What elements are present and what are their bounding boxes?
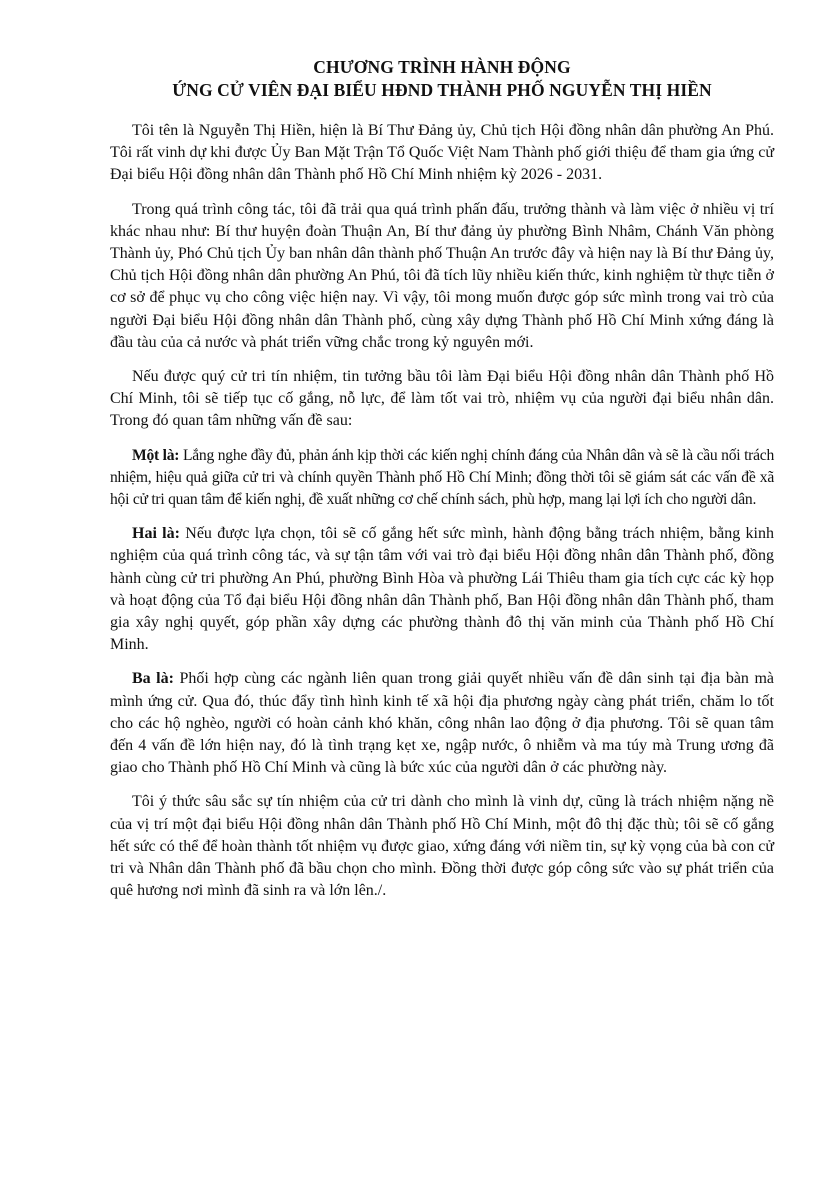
paragraph-career: Trong quá trình công tác, tôi đã trải qua quá trình phấn đấu, trưởng thành và làm việc ở nhiều vị trí khác nhau như: Bí thư huyện đoàn Thuận An, Bí thư đảng ủy phường Bình Nhâm, Chánh Văn phòng Thành ủy, Phó Chủ tịch Ủy ban nhân dân thành phố Thuận An trước đây và hiện nay là Bí thư Đảng ủy, Chủ tịch Hội đồng nhân dân phường An Phú, tôi đã tích lũy nhiều kiến thức, kinh nghiệm từ thực tiễn ở cơ sở để phục vụ cho công việc hiện nay. Vì vậy, tôi mong muốn được góp sức mình trong vai trò của người Đại biểu Hội đồng nhân dân Thành phố, cùng xây dựng Thành phố Hồ Chí Minh xứng đáng là đầu tàu của cả nước và phát triển vững chắc trong kỷ nguyên mới. — [110, 200, 774, 351]
third-point-text: Phối hợp cùng các ngành liên quan trong giải quyết nhiều vấn đề dân sinh tại địa bàn mà mình ứng cử. Qua đó, thúc đẩy tình hình kinh tế xã hội địa phương ngày càng phát triển, chăm lo tốt cho các hộ nghèo, người có hoàn cảnh khó khăn, công nhân lao động ở địa phương. Tôi sẽ quan tâm đến 4 vấn đề lớn hiện nay, đó là tình trạng kẹt xe, ngập nước, ô nhiễm và ma túy mà Trung ương đã giao cho Thành phố Hồ Chí Minh và cũng là bức xúc của người dân ở các phường này. — [110, 670, 774, 777]
title-line-1: CHƯƠNG TRÌNH HÀNH ĐỘNG — [313, 57, 571, 77]
paragraph-third-point — [110, 668, 774, 779]
first-point-lead: Một là: — [132, 446, 180, 464]
second-point-text: Nếu được lựa chọn, tôi sẽ cố gắng hết sức mình, hành động bằng trách nhiệm, bằng kinh nghiệm của quá trình công tác, và sự tận tâm với vai trò đại biểu Hội đồng nhân dân Thành phố, đồng hành cùng cử tri phường An Phú, phường Bình Hòa và phường Lái Thiêu tham gia tích cực các kỳ họp và hoạt động của Tổ đại biểu Hội đồng nhân dân Thành phố, Ban Hội đồng nhân dân Thành phố, tham gia xây nghị quyết, góp phần xây dựng các phường thành đô thị văn minh của Thành phố Hồ Chí Minh. — [110, 525, 774, 654]
second-point-lead: Hai là: — [132, 525, 180, 543]
title-line-2: ỨNG CỬ VIÊN ĐẠI BIỂU HĐND THÀNH PHỐ NGUYỄN THỊ HIỀN — [172, 80, 712, 100]
paragraph-first-point — [110, 445, 774, 512]
document-title — [110, 56, 774, 102]
paragraph-commitment: Nếu được quý cử tri tín nhiệm, tin tưởng bầu tôi làm Đại biểu Hội đồng nhân dân Thành phố Hồ Chí Minh, tôi sẽ tiếp tục cố gắng, nỗ lực, để làm tốt vai trò, nhiệm vụ của người đại biểu nhân dân. Trong đó quan tâm những vấn đề sau: — [110, 368, 774, 430]
first-point-text: Lắng nghe đầy đủ, phản ánh kịp thời các kiến nghị chính đáng của Nhân dân và sẽ là cầu nối trách nhiệm, hiệu quả giữa cử tri và chính quyền Thành phố Hồ Chí Minh; đồng thời tôi sẽ giám sát các vấn đề xã hội cử tri quan tâm để kiến nghị, đề xuất những cơ chế chính sách, phù hợp, mang lại lợi ích cho người dân. — [110, 446, 774, 509]
third-point-lead: Ba là: — [132, 670, 174, 688]
paragraph-closing: Tôi ý thức sâu sắc sự tín nhiệm của cử tri dành cho mình là vinh dự, cũng là trách nhiệm nặng nề của vị trí một đại biểu Hội đồng nhân dân Thành phố Hồ Chí Minh, một đô thị đặc thù; tôi sẽ cố gắng hết sức có thể để hoàn thành tốt nhiệm vụ được giao, xứng đáng với niềm tin, sự kỳ vọng của bà con cử tri và Nhân dân Thành phố đã bầu chọn cho mình. Đồng thời được góp công sức vào sự phát triển của quê hương nơi mình đã sinh ra và lớn lên./. — [110, 793, 774, 900]
paragraph-intro: Tôi tên là Nguyễn Thị Hiền, hiện là Bí Thư Đảng ủy, Chủ tịch Hội đồng nhân dân phường An Phú. Tôi rất vinh dự khi được Ủy Ban Mặt Trận Tổ Quốc Việt Nam Thành phố giới thiệu để tham gia ứng cử Đại biểu Hội đồng nhân dân Thành phố Hồ Chí Minh nhiệm kỳ 2026 - 2031. — [110, 122, 774, 184]
paragraph-second-point — [110, 523, 774, 656]
